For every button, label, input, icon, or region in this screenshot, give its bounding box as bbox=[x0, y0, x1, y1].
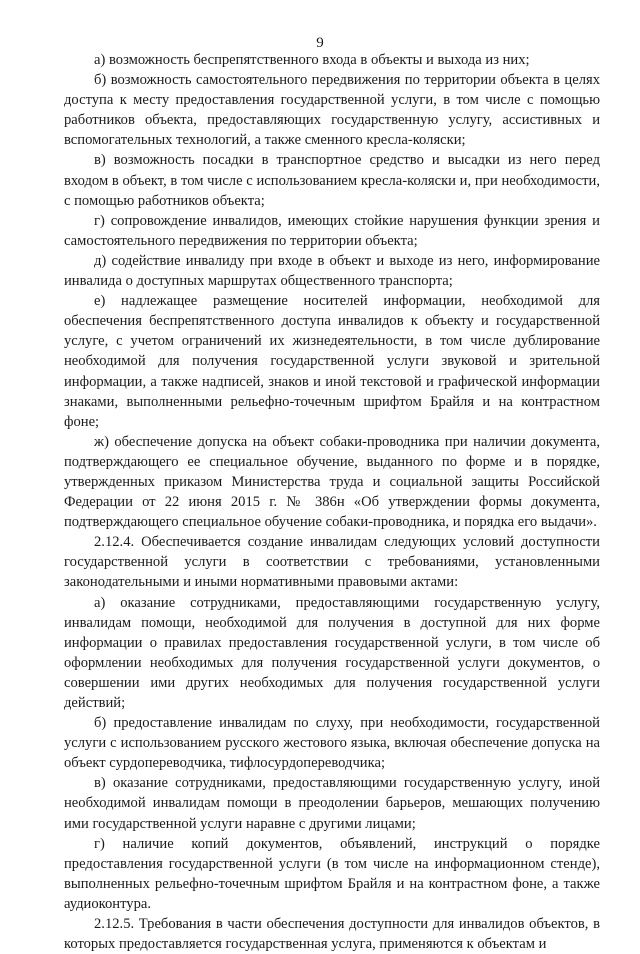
paragraph-item-v-transport: в) возможность посадки в транспортное средство и высадки из него перед входом в объект, в том числе с использованием кресла-коляски и, при необходимости, с помощью работников объекта; bbox=[64, 152, 600, 209]
paragraph-item-v-barriers: в) оказание сотрудниками, предоставляющими государственную услугу, иной необходимой инвалидам помощи в преодолении барьеров, мешающих получению ими государственной услуги наравне с другими лицами; bbox=[64, 775, 600, 832]
paragraph-section-2-12-5: 2.12.5. Требования в части обеспечения доступности для инвалидов объектов, в которых предоставляется государственная услуга, применяются к объектам и bbox=[64, 916, 600, 953]
paragraph-item-b-movement: б) возможность самостоятельного передвижения по территории объекта в целях доступа к месту предоставления государственной услуги, в том числе с помощью работников объекта, предоставляющих государственную услугу, ассистивных и вспомогательных технологий, а также сменного кресла-коляски; bbox=[64, 72, 600, 149]
paragraph-section-2-12-4: 2.12.4. Обеспечивается создание инвалидам следующих условий доступности государственной услуги в соответствии с требованиями, установленными законодательными и иными нормативными правовыми актами: bbox=[64, 534, 600, 591]
paragraph-item-b-sign-language: б) предоставление инвалидам по слуху, при необходимости, государственной услуги с использованием русского жестового языка, включая обеспечение допуска на объект сурдопереводчика, тифлосурдопереводчика; bbox=[64, 715, 600, 772]
paragraph-item-g-escort: г) сопровождение инвалидов, имеющих стойкие нарушения функции зрения и самостоятельного передвижения по территории объекта; bbox=[64, 212, 600, 249]
page-number: 9 bbox=[316, 35, 324, 51]
paragraph-item-a-staff-help: а) оказание сотрудниками, предоставляющими государственную услугу, инвалидам помощи, необходимой для получения в доступной для них форме информации о правилах предоставления государственной услуги, в том числе об оформлении необходимых для получения государственной услуги документов, о совершении ими других необходимых для получения государственной услуги действий; bbox=[64, 594, 600, 711]
paragraph-item-zh-guide-dog: ж) обеспечение допуска на объект собаки-проводника при наличии документа, подтверждающего ее специальное обучение, выданного по форме и в порядке, утвержденных приказом Министерства труда и социальной защиты Российской Федерации от 22 июня 2015 г. № 386н «Об утверждении формы документа, подтверждающего специальное обучение собаки-проводника, и порядка его выдачи». bbox=[64, 433, 600, 531]
document-body bbox=[64, 50, 600, 954]
paragraph-item-d-assistance: д) содействие инвалиду при входе в объект и выходе из него, информирование инвалида о доступных маршрутах общественного транспорта; bbox=[64, 252, 600, 290]
paragraph-item-g-documents: г) наличие копий документов, объявлений, инструкций о порядке предоставления государственной услуги (в том числе на информационном стенде), выполненных рельефно-точечным шрифтом Брайля и на контрастном фоне, а также аудиоконтура. bbox=[64, 835, 600, 912]
paragraph-item-a-entry-exit: а) возможность беспрепятственного входа в объекты и выхода из них; bbox=[94, 52, 530, 68]
paragraph-item-e-information: е) надлежащее размещение носителей информации, необходимой для обеспечения беспрепятственного доступа инвалидов к объекту и государственной услуге, с учетом ограничений их жизнедеятельности, в том числе дублирование необходимой для получения государственной услуги звуковой и зрительной информации, а также надписей, знаков и иной текстовой и графической информации знаками, выполненными рельефно-точечным шрифтом Брайля и на контрастном фоне; bbox=[64, 293, 600, 430]
